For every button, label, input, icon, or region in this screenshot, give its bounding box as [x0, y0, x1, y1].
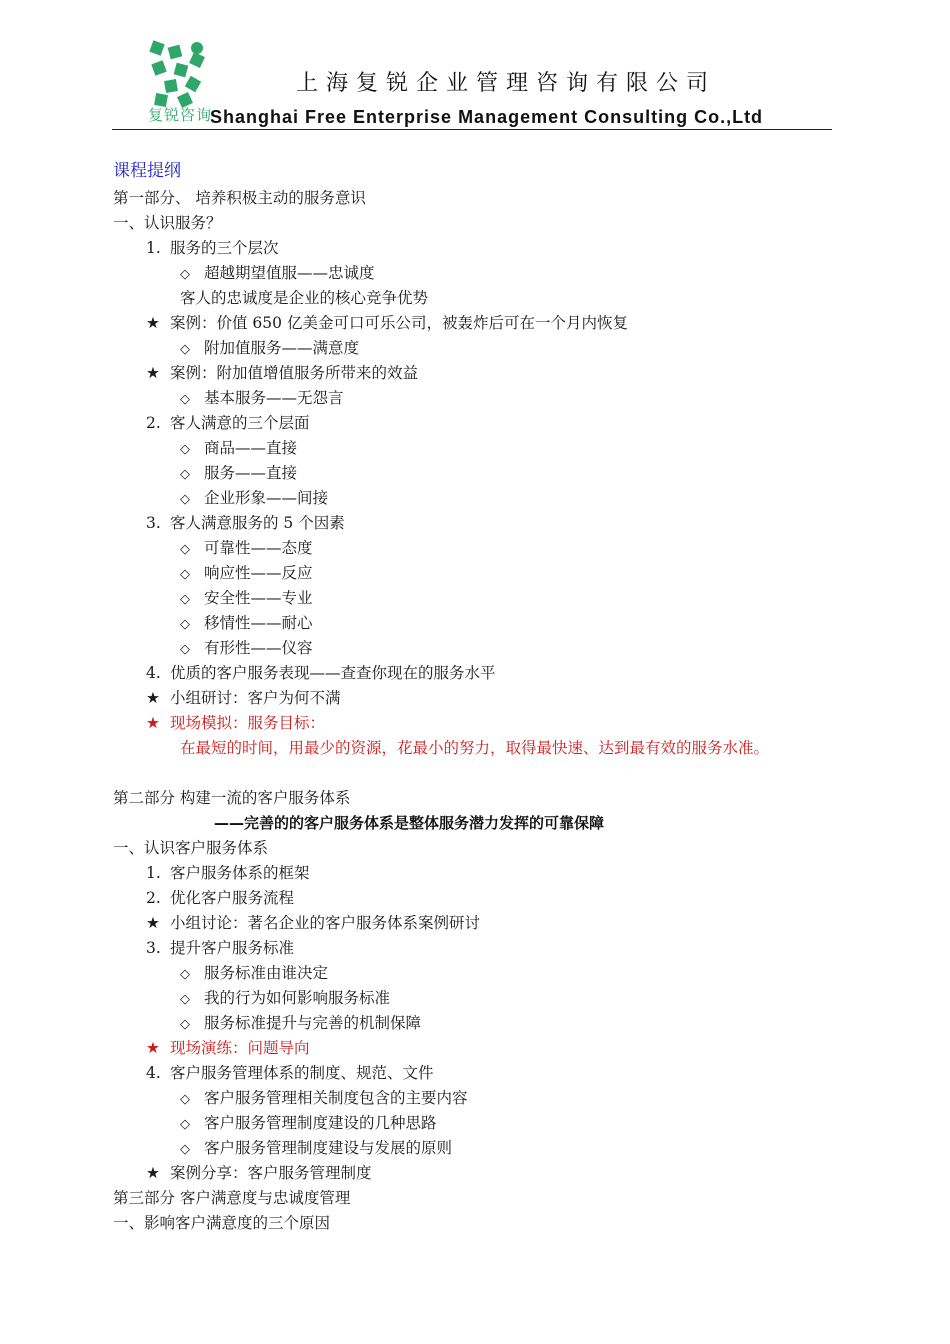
diamond-icon: ◇ — [180, 617, 190, 632]
star-icon: ★ — [146, 314, 160, 332]
diamond-icon: ◇ — [180, 992, 190, 1007]
bullet-item: ◇ 安全性——专业 — [180, 586, 313, 611]
bullet-item: ◇ 商品——直接 — [180, 436, 297, 461]
numbered-item: 2. 客人满意的三个层面 — [146, 414, 310, 432]
simulation-goal: 在最短的时间，用最少的资源，花最小的努力，取得最快速、达到最有效的服务水准。 — [180, 739, 770, 757]
star-icon: ★ — [146, 689, 160, 707]
diamond-icon: ◇ — [180, 567, 190, 582]
star-icon: ★ — [146, 714, 160, 732]
diamond-icon: ◇ — [180, 392, 190, 407]
diamond-icon: ◇ — [180, 342, 190, 357]
numbered-item: 1. 客户服务体系的框架 — [146, 864, 310, 882]
part-heading: 第三部分 客户满意度与忠诚度管理 — [113, 1189, 351, 1207]
outline-title: 课程提纲 — [113, 161, 181, 181]
numbered-item: 3. 提升客户服务标准 — [146, 939, 295, 957]
diamond-icon: ◇ — [180, 1117, 190, 1132]
star-icon: ★ — [146, 364, 160, 382]
bullet-item: ◇ 企业形象——间接 — [180, 486, 328, 511]
logo-text: 复锐咨询 — [148, 106, 213, 124]
case-item: ★ 案例：价值 650 亿美金可口可乐公司，被轰炸后可在一个月内恢复 — [146, 311, 628, 336]
simulation-item: ★ 现场模拟：服务目标： — [146, 711, 325, 736]
diamond-icon: ◇ — [180, 967, 190, 982]
bullet-item: ◇ 有形性——仪容 — [180, 636, 313, 661]
bullet-item: ◇ 附加值服务——满意度 — [180, 336, 359, 361]
diamond-icon: ◇ — [180, 467, 190, 482]
drill-item: ★ 现场演练：问题导向 — [146, 1036, 310, 1061]
company-name-english: Shanghai Free Enterprise Management Consulting Co.,Ltd — [210, 107, 764, 127]
diamond-icon: ◇ — [180, 1142, 190, 1157]
part-heading: 第二部分 构建一流的客户服务体系 — [113, 789, 351, 807]
bullet-item: ◇ 我的行为如何影响服务标准 — [180, 986, 390, 1011]
diamond-icon: ◇ — [180, 542, 190, 557]
star-icon: ★ — [146, 1039, 160, 1057]
numbered-item: 3. 客人满意服务的 5 个因素 — [146, 514, 345, 532]
diamond-icon: ◇ — [180, 492, 190, 507]
bullet-item: ◇ 响应性——反应 — [180, 561, 313, 586]
company-name-chinese: 上海复锐企业管理咨询有限公司 — [296, 71, 717, 96]
diamond-icon: ◇ — [180, 267, 190, 282]
diamond-icon: ◇ — [180, 1092, 190, 1107]
bullet-item: ◇ 服务标准由谁决定 — [180, 961, 328, 986]
bullet-item: ◇ 基本服务——无怨言 — [180, 386, 344, 411]
numbered-item: 1. 服务的三个层次 — [146, 239, 279, 257]
bullet-note: 客人的忠诚度是企业的核心竞争优势 — [180, 289, 429, 307]
star-icon: ★ — [146, 914, 160, 932]
part-subtitle: ——完善的的客户服务体系是整体服务潜力发挥的可靠保障 — [214, 814, 605, 832]
section-heading: 一、认识客户服务体系 — [113, 839, 269, 857]
section-heading: 一、影响客户满意度的三个原因 — [113, 1214, 331, 1232]
case-item: ★ 案例分享：客户服务管理制度 — [146, 1161, 372, 1186]
numbered-item: 2. 优化客户服务流程 — [146, 889, 295, 907]
diamond-icon: ◇ — [180, 642, 190, 657]
group-discussion: ★ 小组讨论：著名企业的客户服务体系案例研讨 — [146, 911, 480, 936]
bullet-item: ◇ 服务——直接 — [180, 461, 297, 486]
part-heading: 第一部分、 培养积极主动的服务意识 — [113, 189, 366, 207]
group-discussion: ★ 小组研讨：客户为何不满 — [146, 686, 341, 711]
section-heading: 一、认识服务？ — [113, 214, 222, 232]
numbered-item: 4. 客户服务管理体系的制度、规范、文件 — [146, 1064, 434, 1082]
star-icon: ★ — [146, 1164, 160, 1182]
numbered-item: 4. 优质的客户服务表现——查查你现在的服务水平 — [146, 664, 496, 682]
case-item: ★ 案例：附加值增值服务所带来的效益 — [146, 361, 418, 386]
diamond-icon: ◇ — [180, 1017, 190, 1032]
bullet-item: ◇ 客户服务管理相关制度包含的主要内容 — [180, 1086, 468, 1111]
bullet-item: ◇ 服务标准提升与完善的机制保障 — [180, 1011, 421, 1036]
bullet-item: ◇ 可靠性——态度 — [180, 536, 313, 561]
diamond-icon: ◇ — [180, 442, 190, 457]
bullet-item: ◇ 客户服务管理制度建设的几种思路 — [180, 1111, 437, 1136]
bullet-item: ◇ 超越期望值服——忠诚度 — [180, 261, 375, 286]
diamond-icon: ◇ — [180, 592, 190, 607]
header-rule — [112, 129, 832, 130]
bullet-item: ◇ 客户服务管理制度建设与发展的原则 — [180, 1136, 452, 1161]
bullet-item: ◇ 移情性——耐心 — [180, 611, 313, 636]
